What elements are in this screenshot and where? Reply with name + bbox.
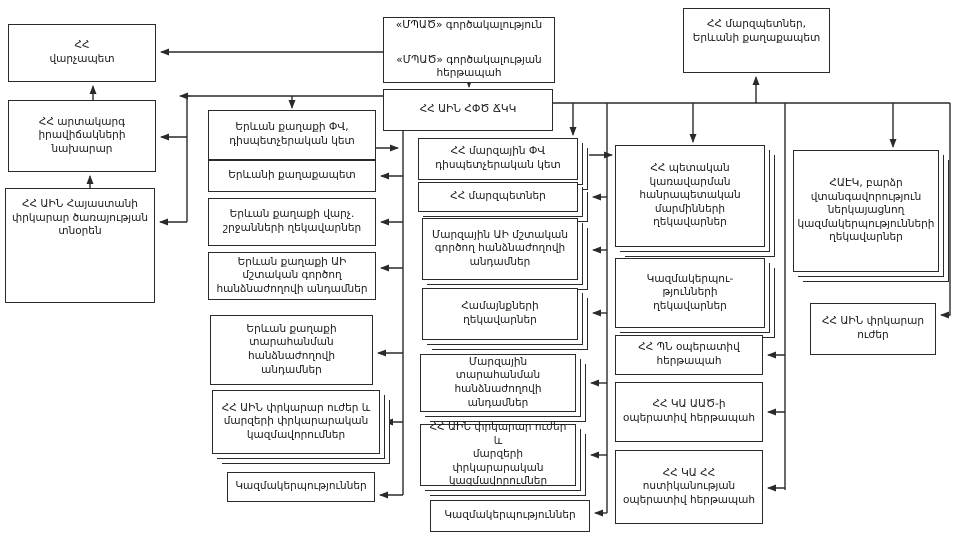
node-defense-ministry-duty-officer: ՀՀ ՊՆ օպերատիվ հերթապահ [615,335,763,375]
node-yerevan-district-heads: Երևան քաղաքի վարչ. շրջանների ղեկավարներ [208,198,376,246]
node-ministry-rescue-forces: ՀՀ ԱԻՆ փրկարար ուժեր [810,303,936,355]
node-national-security-duty-officer: ՀՀ ԿԱ ԱԱԾ-ի օպերատիվ հերթապահ [615,382,763,442]
node-yerevan-mayor: Երևանի քաղաքապետ [208,160,376,192]
node-yerevan-evacuation-commission: Երևան քաղաքի տարահանման հանձնաժողովի անդամներ [210,315,373,385]
node-rescue-service-director: ՀՀ ԱԻՆ Հայաստանի փրկարար ծառայության տնօրեն [5,188,155,303]
node-yerevan-dispatch-point: Երևան քաղաքի ՓՎ, դիսպետչերական կետ [208,110,376,160]
node-organization-heads: Կազմակերպու- թյունների ղեկավարներ [615,258,765,328]
agency-duty-officer: «ՄՊԱԾ» գործակալության հերթապահ [396,53,542,80]
node-rescue-forces-and-units-marz: ՀՀ ԱԻՆ փրկարար ուժեր և մարզերի փրկարարական կազմավորումներ [420,424,576,486]
node-governors-and-mayor: ՀՀ մարզպետներ, Երևանի քաղաքապետ [683,8,830,73]
node-emergency-minister: ՀՀ արտակարգ իրավիճակների նախարար [8,100,156,172]
node-organizations-marz: Կազմակերպություններ [430,500,590,532]
node-community-heads: Համայնքների ղեկավարներ [422,288,578,340]
node-marz-emergency-commission: Մարզային ԱԻ մշտական գործող հանձնաժողովի անդամներ [422,218,578,280]
agency-text [389,6,549,95]
node-state-administration-heads: ՀՀ պետական կառավարման հանրապետական մարմինների ղեկավարներ [615,145,765,247]
node-rescue-forces-and-units-yerevan: ՀՀ ԱԻՆ փրկարար ուժեր և մարզերի փրկարարական կազմավորումներ [212,390,380,454]
node-organizations-yerevan: Կազմակերպություններ [227,472,375,502]
node-crisis-management-center: ՀՀ ԱԻՆ ՀՓԾ ՃԿԿ [383,89,553,131]
node-prime-minister: ՀՀ վարչապետ [8,24,156,82]
agency-title: «ՄՊԱԾ» գործակալություն [395,19,543,32]
node-police-duty-officer: ՀՀ ԿԱ ՀՀ ոստիկանության օպերատիվ հերթապահ [615,450,763,524]
node-marz-evacuation-commission: Մարզային տարահանման հանձնաժողովի անդամներ [420,354,576,412]
node-agency [383,17,555,83]
node-marz-dispatch-point: ՀՀ մարզային ՓՎ դիսպետչերական կետ [418,138,578,180]
node-yerevan-emergency-commission: Երևան քաղաքի ԱԻ մշտական գործող հանձնաժողովի անդամներ [208,252,376,300]
node-marz-governors: ՀՀ մարզպետներ [418,182,578,212]
node-npp-high-risk-organization-heads: ՀԱԷԿ, բարձր վտանգավորություն ներկայացնող կազմակերպությունների ղեկավարներ [793,150,939,272]
